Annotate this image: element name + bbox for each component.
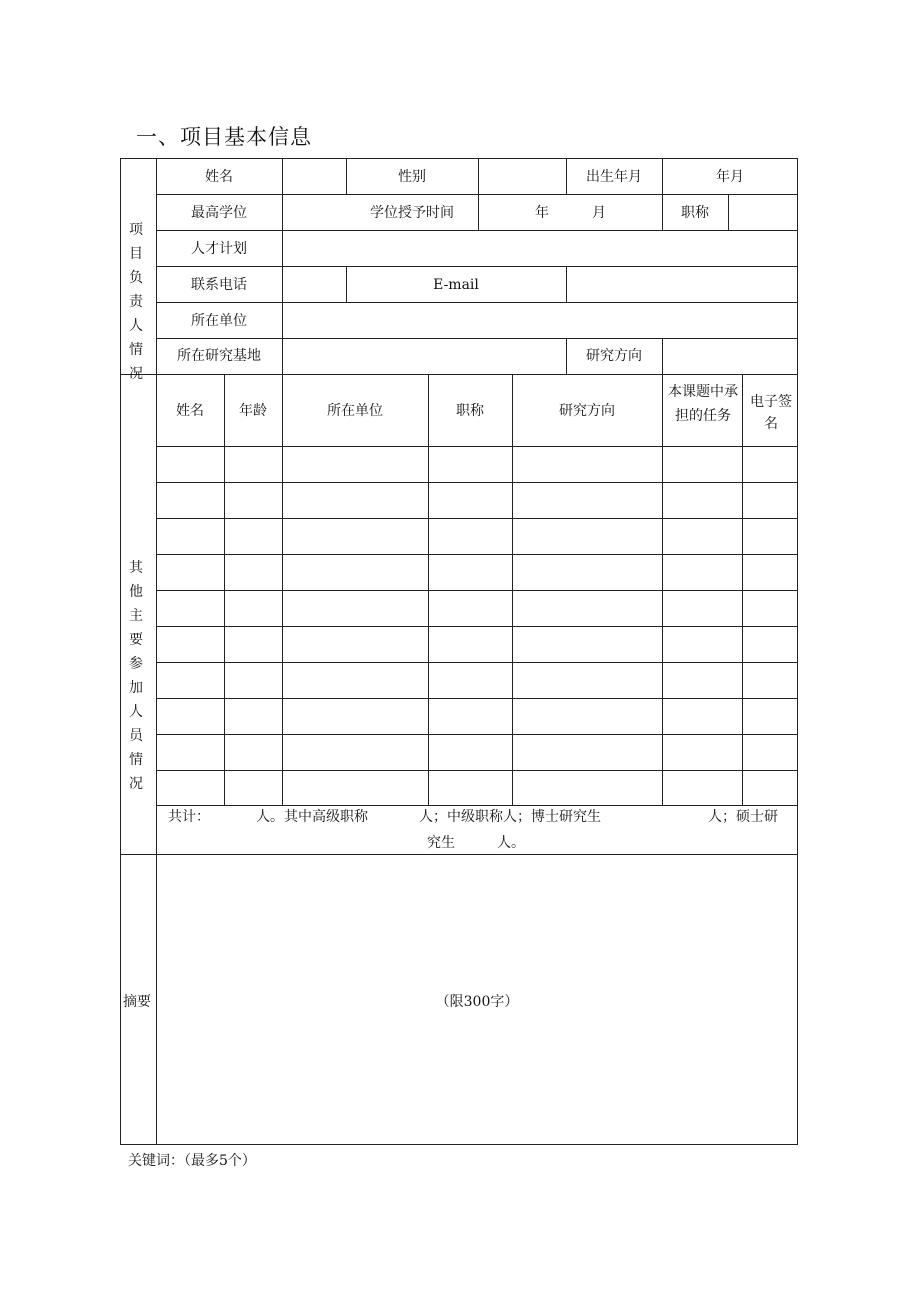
leader-name-label: 姓名 (205, 169, 233, 185)
leader-birth-label: 出生年月 (586, 169, 642, 185)
leader-degree-label: 最高学位 (191, 205, 247, 221)
page-heading: 一、项目基本信息 (136, 125, 312, 149)
total-mid-phd: 人；中级职称人；博士研究生 (419, 809, 601, 825)
total-master-part1: 人；硕士研 (708, 809, 778, 825)
total-master-part2: 究生 (427, 835, 455, 851)
degree-year-word: 年 (535, 205, 549, 221)
total-end: 人。 (497, 835, 525, 851)
leader-degree-date-label: 学位授予时间 (370, 205, 454, 221)
leader-base-label: 所在研究基地 (177, 348, 261, 364)
leader-direction-label: 研究方向 (586, 348, 642, 364)
members-header-name: 姓名 (176, 403, 204, 419)
leader-gender-label: 性别 (398, 169, 426, 185)
leader-email-label: E-mail (433, 277, 479, 293)
leader-birth-value: 年月 (716, 169, 744, 185)
members-section-label: 其他主要参加人员情况 (129, 560, 147, 792)
abstract-label: 摘要 (123, 994, 151, 1010)
keywords-line: 关键词：（最多5个） (128, 1153, 256, 1169)
leader-unit-label: 所在单位 (191, 313, 247, 329)
members-header-age: 年龄 (239, 403, 267, 419)
leader-phone-label: 联系电话 (191, 277, 247, 293)
members-header-signature: 电子签名 (750, 394, 792, 432)
leader-section-label: 项目负责人情况 (129, 222, 147, 382)
leader-talent-label: 人才计划 (191, 241, 247, 257)
members-header-title: 职称 (456, 403, 484, 419)
members-header-unit: 所在单位 (327, 403, 383, 419)
members-header-direction: 研究方向 (559, 403, 615, 419)
abstract-note: （限300字） (435, 994, 519, 1010)
degree-month-word: 月 (592, 205, 606, 221)
total-senior: 人。其中高级职称 (256, 809, 368, 825)
members-header-task: 本课题中承担的任务 (668, 384, 738, 424)
total-prefix: 共计： (168, 809, 210, 825)
leader-title-label: 职称 (681, 205, 709, 221)
